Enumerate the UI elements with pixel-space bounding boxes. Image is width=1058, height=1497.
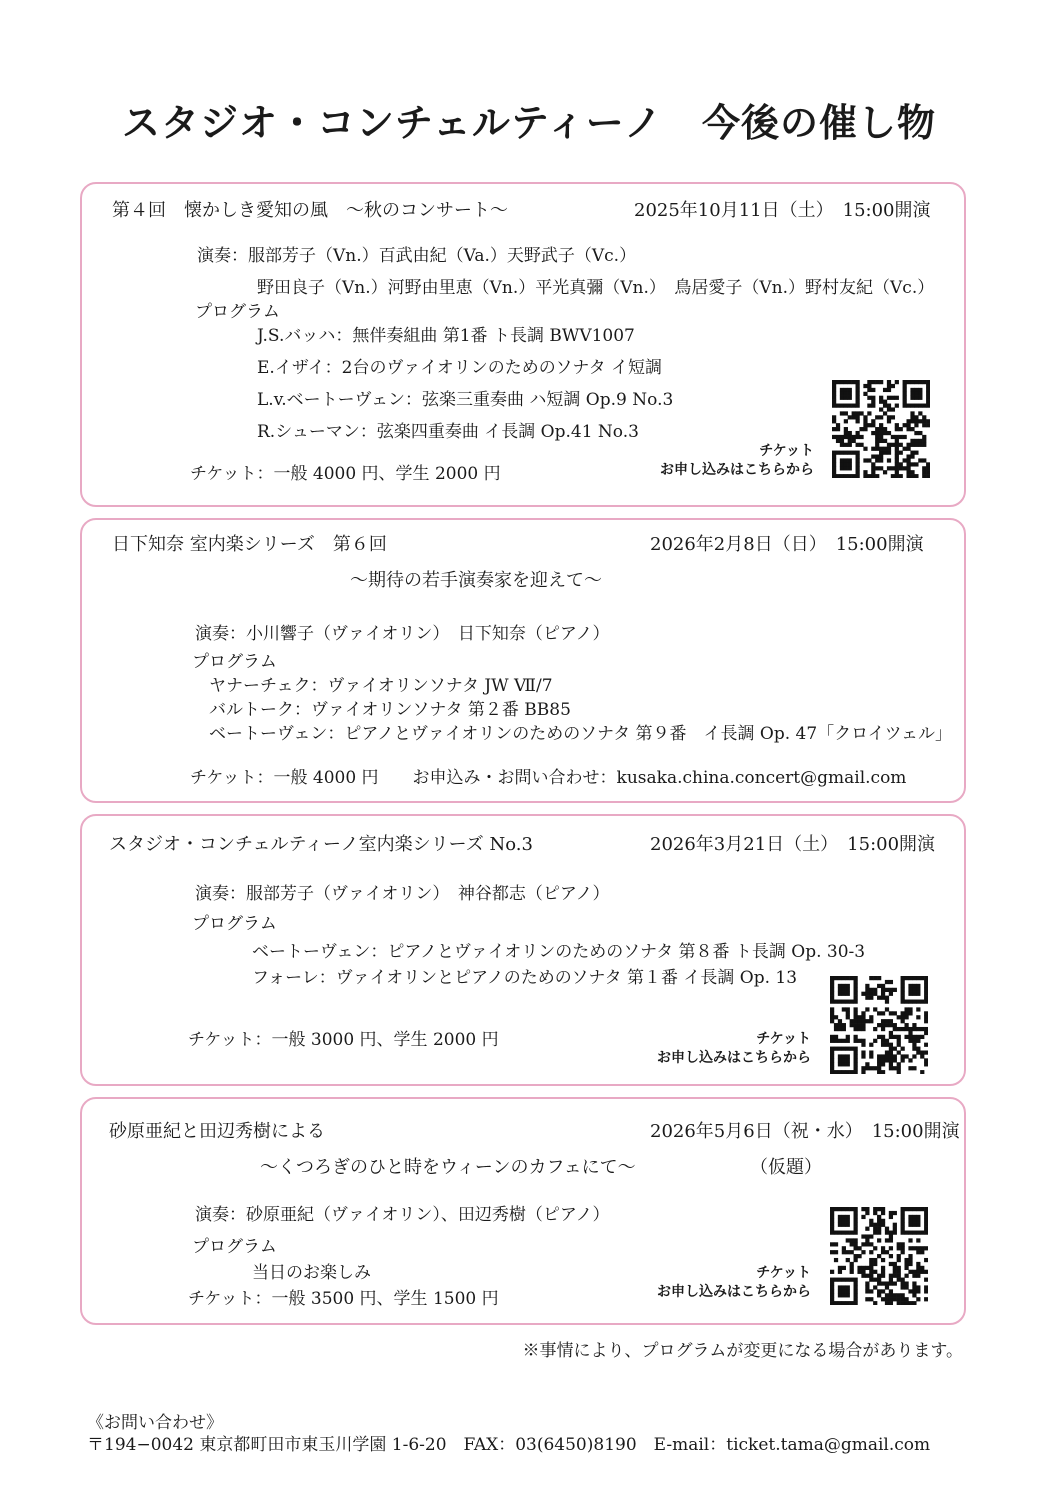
performers-line: 演奏：砂原亜紀（ヴァイオリン）、田辺秀樹（ピアノ） <box>195 1205 610 1225</box>
performers-line: 演奏：小川響子（ヴァイオリン） 日下知奈（ピアノ） <box>195 624 610 644</box>
ticket-price: チケット：一般 3000 円、学生 2000 円 <box>188 1030 499 1050</box>
performers-line: 演奏：服部芳子（ヴァイオリン） 神谷都志（ピアノ） <box>195 884 610 904</box>
page-title: スタジオ・コンチェルティーノ 今後の催し物 <box>121 101 937 145</box>
program-label: プログラム <box>192 1237 277 1257</box>
performers-line: 野田良子（Vn.）河野由里恵（Vn.）平光真彌（Vn.） 鳥居愛子（Vn.）野村友紀（Vc.） <box>257 278 935 298</box>
event-card-4 <box>80 1097 966 1325</box>
qr-code-graphic <box>830 1207 928 1305</box>
qr-label <box>657 1264 811 1302</box>
program-label: プログラム <box>195 302 280 322</box>
event-heading: 日下知奈 室内楽シリーズ 第６回 <box>112 534 387 555</box>
qr-label-line: お申し込みはこちらから <box>657 1049 811 1066</box>
event-heading: 砂原亜紀と田辺秀樹による <box>109 1121 325 1142</box>
program-label: プログラム <box>192 914 277 934</box>
program-item: ベートーヴェン：ピアノとヴァイオリンのためのソナタ 第８番 ト長調 Op. 30-3 <box>252 942 866 962</box>
event-date: 2026年5月6日（祝・水） 15:00開演 <box>650 1121 960 1142</box>
qr-code-icon[interactable] <box>830 976 928 1074</box>
contact-label: 《お問い合わせ》 <box>87 1413 223 1433</box>
qr-label <box>657 1030 811 1068</box>
event-date: 2025年10月11日（土） 15:00開演 <box>634 200 931 221</box>
contact-line: 〒194−0042 東京都町田市東玉川学園 1-6-20 FAX：03(6450)8190 E-mail：ticket.tama@gmail.com <box>87 1435 931 1455</box>
qr-code-graphic <box>832 380 930 478</box>
qr-label <box>660 442 814 480</box>
program-item: E.イザイ：2台のヴァイオリンのためのソナタ イ短調 <box>257 358 662 378</box>
qr-code-graphic <box>830 976 928 1074</box>
qr-label-line: お申し込みはこちらから <box>657 1283 811 1300</box>
program-item: ヤナーチェク：ヴァイオリンソナタ JW Ⅶ/7 <box>209 676 553 696</box>
program-item: ベートーヴェン：ピアノとヴァイオリンのためのソナタ 第９番 イ長調 Op. 47「クロイツェル」 <box>209 724 952 744</box>
event-card-1 <box>80 182 966 507</box>
program-item: フォーレ：ヴァイオリンとピアノのためのソナタ 第１番 イ長調 Op. 13 <box>252 968 798 988</box>
qr-label-line: チケット <box>756 1031 811 1047</box>
qr-code-icon[interactable] <box>830 1207 928 1305</box>
qr-label-line: チケット <box>759 443 814 459</box>
event-heading: 第４回 懐かしき愛知の風 ～秋のコンサート～ <box>112 200 508 221</box>
performers-line: 演奏：服部芳子（Vn.）百武由紀（Va.）天野武子（Vc.） <box>197 246 637 266</box>
program-item: 当日のお楽しみ <box>252 1263 371 1283</box>
event-subtitle: ～期待の若手演奏家を迎えて～ <box>350 570 602 591</box>
program-item: R.シューマン：弦楽四重奏曲 イ長調 Op.41 No.3 <box>257 422 639 442</box>
event-subtitle-note: （仮題） <box>750 1157 822 1178</box>
ticket-price: チケット：一般 4000 円、学生 2000 円 <box>190 464 501 484</box>
program-change-note: ※事情により、プログラムが変更になる場合があります。 <box>522 1341 963 1361</box>
ticket-contact: チケット：一般 4000 円 お申込み・お問い合わせ：kusaka.china.concert@gmail.com <box>190 768 907 788</box>
program-label: プログラム <box>192 652 277 672</box>
event-heading: スタジオ・コンチェルティーノ室内楽シリーズ No.3 <box>109 834 533 855</box>
event-date: 2026年3月21日（土） 15:00開演 <box>650 834 936 855</box>
event-subtitle: ～くつろぎのひと時をウィーンのカフェにて～ <box>260 1157 636 1178</box>
ticket-price: チケット：一般 3500 円、学生 1500 円 <box>188 1289 499 1309</box>
program-item: J.S.バッハ：無伴奏組曲 第1番 ト長調 BWV1007 <box>257 326 635 346</box>
qr-label-line: チケット <box>756 1265 811 1281</box>
program-item: バルトーク：ヴァイオリンソナタ 第２番 BB85 <box>209 700 571 720</box>
event-date: 2026年2月8日（日） 15:00開演 <box>650 534 924 555</box>
qr-code-icon[interactable] <box>832 380 930 478</box>
event-card-3 <box>80 814 966 1086</box>
program-item: L.v.ベートーヴェン：弦楽三重奏曲 ハ短調 Op.9 No.3 <box>257 390 674 410</box>
event-card-2 <box>80 518 966 803</box>
qr-label-line: お申し込みはこちらから <box>660 461 814 478</box>
